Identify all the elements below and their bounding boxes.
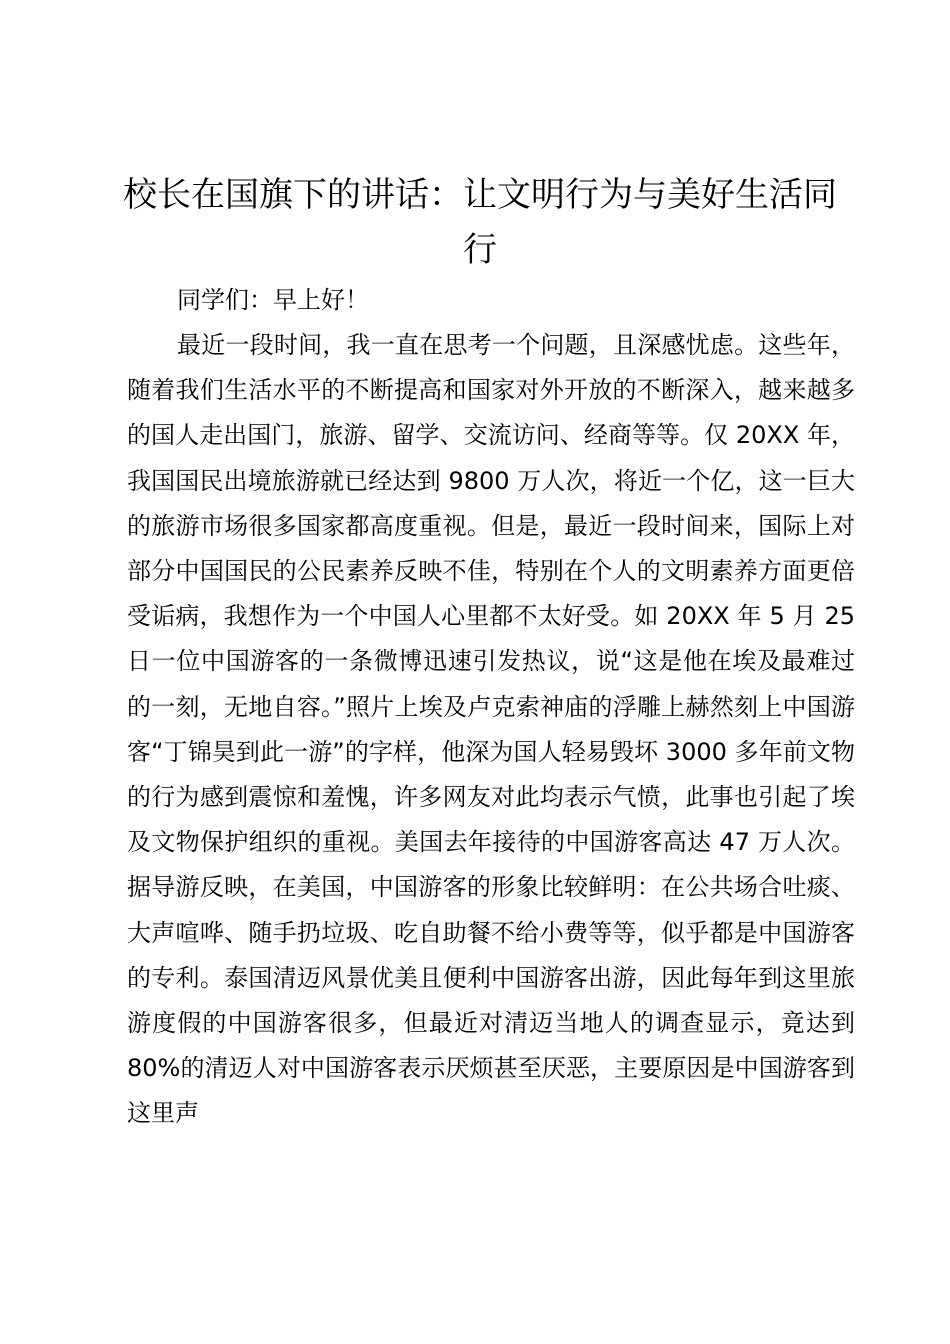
greeting-paragraph: 同学们：早上好！	[177, 286, 369, 314]
document-title: 校长在国旗下的讲话：让文明行为与美好生活同行	[123, 175, 837, 270]
body-paragraph: 最近一段时间，我一直在思考一个问题，且深感忧虑。这些年，随着我们生活水平的不断提高和国家对外开放的不断深入，越来越多的国人走出国门，旅游、留学、交流访问、经商等等。仅 20XX 年，我国国民出境旅游就已经达到 9800 万人次，将近一个亿，这一巨大的旅游市场很多国家都高度重视。但是，最近一段时间来，国际上对部分中国国民的公民素养反映不佳，特别在个人的文明素养方面更倍受诟病，我想作为一个中国人心里都不太好受。如 20XX 年 5 月 25 日一位中国游客的一条微博迅速引发热议，说“这是他在埃及最难过的一刻，无地自容。”照片上埃及卢克索神庙的浮雕上赫然刻上中国游客“丁锦昊到此一游”的字样，他深为国人轻易毁坏 3000 多年前文物的行为感到震惊和羞愧，许多网友对此均表示气愤，此事也引起了埃及文物保护组织的重视。美国去年接待的中国游客高达 47 万人次。据导游反映，在美国，中国游客的形象比较鲜明：在公共场合吐痰、大声喧哗、随手扔垃圾、吃自助餐不给小费等等，似乎都是中国游客的专利。泰国清迈风景优美且便利中国游客出游，因此每年到这里旅游度假的中国游客很多，但最近对清迈当地人的调查显示，竟达到 80%的清迈人对中国游客表示厌烦甚至厌恶，主要原因是中国游客到这里声	[127, 331, 855, 1128]
